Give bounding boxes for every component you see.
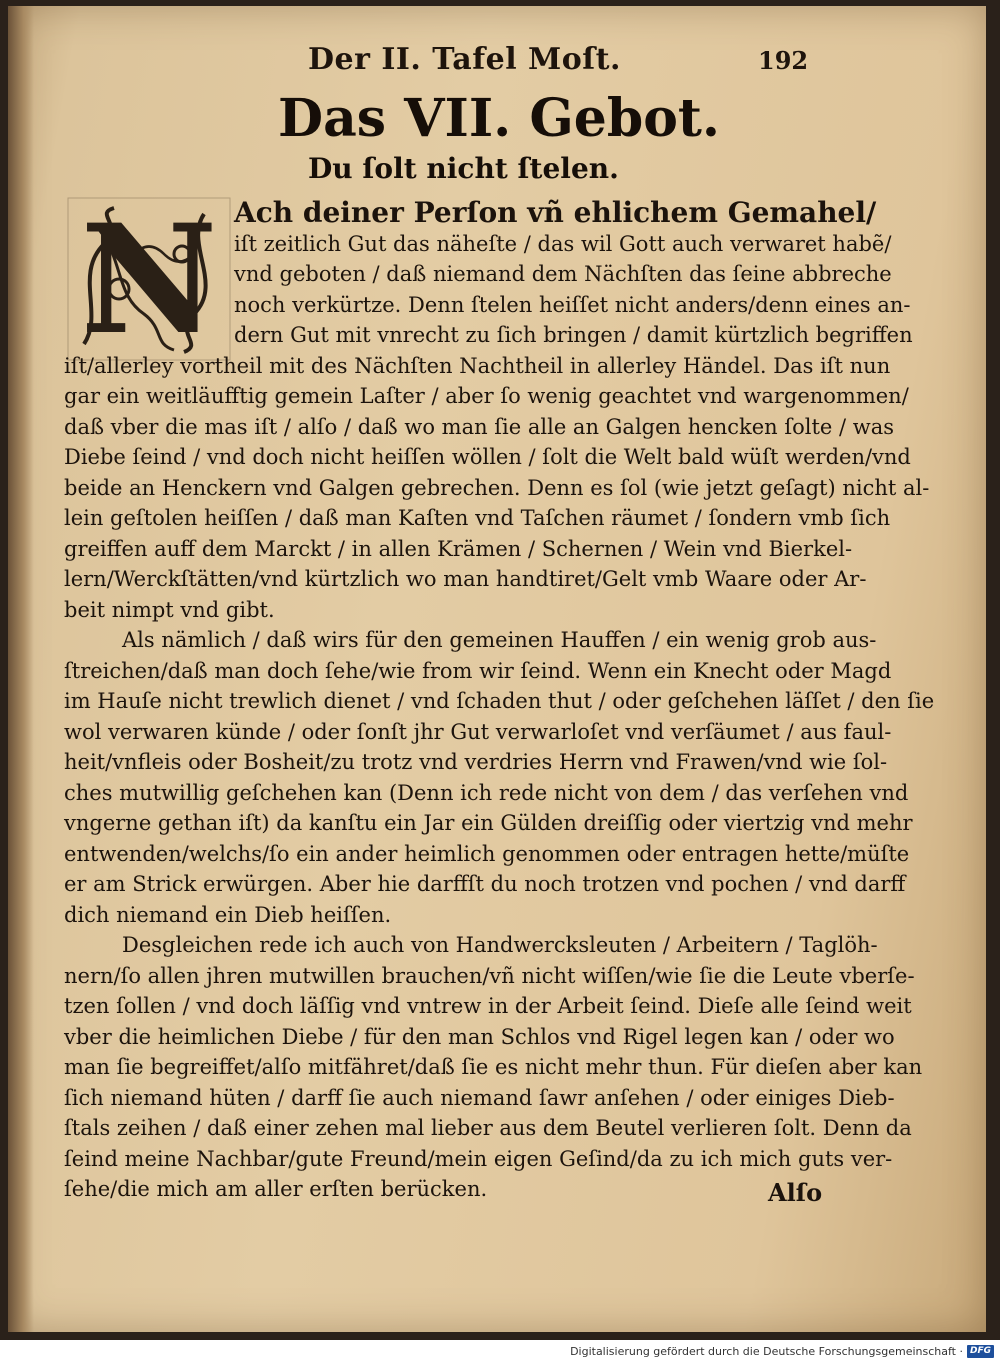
page-subtitle: Du ſolt nicht ſtelen.	[308, 152, 619, 185]
text-line: iſt/allerley vortheil mit des Nächſten Nachtheil in allerley Händel. Das iſt nun	[64, 353, 891, 378]
text-line: Ach deiner Perſon vñ ehlichem Gemahel/	[234, 196, 877, 229]
text-line: im Hauſe nicht trewlich dienet / vnd ſchaden thut / oder geſchehen läſſet / den ſie	[64, 689, 935, 713]
text-line: beit nimpt vnd gibt.	[64, 597, 275, 622]
text-line: tzen ſollen / vnd doch läſſig vnd vntrew in der Arbeit ſeind. Dieſe alle ſeind weit	[64, 994, 912, 1018]
digitization-footer	[570, 1343, 994, 1359]
text-line: dich niemand ein Dieb heiſſen.	[64, 902, 392, 927]
text-line: er am Strick erwürgen. Aber hie darffſt du noch trotzen vnd pochen / vnd darff	[64, 872, 906, 896]
book-page	[8, 6, 986, 1332]
text-line: ſehe/die mich am aller erſten berücken.	[64, 1177, 488, 1201]
text-line: lern/Werckſtätten/vnd kürtzlich wo man handtiret/Gelt vmb Waare oder Ar-	[64, 567, 867, 591]
text-line: ſtals zeihen / daß einer zehen mal lieber aus dem Beutel verlieren ſolt. Denn da	[64, 1116, 912, 1140]
text-line: dern Gut mit vnrecht zu ſich bringen / damit kürtzlich begriffen	[234, 323, 913, 347]
body-text	[64, 196, 935, 1205]
text-line: Desgleichen rede ich auch von Handwercksleuten / Arbeitern / Taglöh-	[122, 933, 878, 957]
text-line: vber die heimlichen Diebe / für den man Schlos vnd Rigel legen kan / oder wo	[64, 1024, 895, 1049]
text-line: ſich niemand hüten / darff ſie auch niemand ſawr anſehen / oder einiges Dieb-	[64, 1085, 895, 1110]
drop-cap-letter: N	[80, 192, 218, 368]
footer-text: Digitalisierung gefördert durch die Deutsche Forschungsgemeinschaft ·	[570, 1344, 963, 1358]
text-line: daß vber die mas iſt / alſo / daß wo man ſie alle an Galgen hencken ſolte / was	[64, 414, 895, 439]
page-number: 192	[758, 46, 809, 75]
text-line: man ſie begreiffet/alſo mitfähret/daß ſie es nicht mehr thun. Für dieſen aber kan	[64, 1055, 923, 1079]
text-line: ches mutwillig geſchehen kan (Denn ich rede nicht von dem / das verſehen vnd	[64, 780, 909, 805]
text-line: noch verkürtze. Denn ſtelen heiſſet nicht anders/denn eines an-	[234, 292, 911, 317]
text-line: lein geſtolen heiſſen / daß man Kaſten vnd Taſchen räumet / ſondern vmb ſich	[64, 506, 891, 530]
text-line: iſt zeitlich Gut das näheſte / das wil Gott auch verwaret habẽ/	[234, 231, 892, 256]
text-line: entwenden/welchs/ſo ein ander heimlich genommen oder entragen hette/müſte	[64, 841, 910, 866]
running-head: Der II. Tafel Moſt.	[308, 42, 621, 77]
text-line: beide an Henckern vnd Galgen gebrechen. Denn es ſol (wie jetzt geſagt) nicht al-	[64, 475, 930, 500]
text-line: vnd geboten / daß niemand dem Nächſten das ſeine abbreche	[234, 262, 892, 286]
dfg-logo-icon: DFG	[967, 1345, 994, 1358]
text-line: nern/ſo allen jhren mutwillen brauchen/vñ nicht wiſſen/wie ſie die Leute vberſe-	[64, 963, 915, 988]
page-title: Das VII. Gebot.	[278, 88, 721, 149]
text-line: ſtreichen/daß man doch ſehe/wie from wir ſeind. Wenn ein Knecht oder Magd	[64, 658, 892, 683]
text-line: wol verwaren künde / oder ſonſt jhr Gut verwarloſet vnd verſäumet / aus faul-	[64, 719, 892, 744]
text-line: ſeind meine Nachbar/gute Freund/mein eigen Geſind/da zu ich mich guts ver-	[64, 1146, 893, 1171]
text-line: Als nämlich / daß wirs für den gemeinen Hauffen / ein wenig grob aus-	[122, 628, 877, 652]
text-line: vngerne gethan iſt) da kanſtu ein Jar ein Gülden dreiſſig oder viertzig vnd mehr	[64, 811, 913, 835]
text-line: heit/vnfleis oder Bosheit/zu trotz vnd verdries Herrn vnd Frawen/vnd wie ſol-	[64, 750, 888, 774]
text-line: greiffen auff dem Marckt / in allen Krämen / Schernen / Wein vnd Bierkel-	[64, 536, 853, 561]
text-line: Diebe ſeind / vnd doch nicht heiſſen wöllen / ſolt die Welt bald wüſt werden/vnd	[64, 445, 911, 469]
catchword: Alſo	[768, 1178, 823, 1207]
text-line: gar ein weitläufftig gemein Laſter / aber ſo wenig geachtet vnd wargenommen/	[64, 384, 909, 408]
page-gutter	[8, 6, 34, 1332]
